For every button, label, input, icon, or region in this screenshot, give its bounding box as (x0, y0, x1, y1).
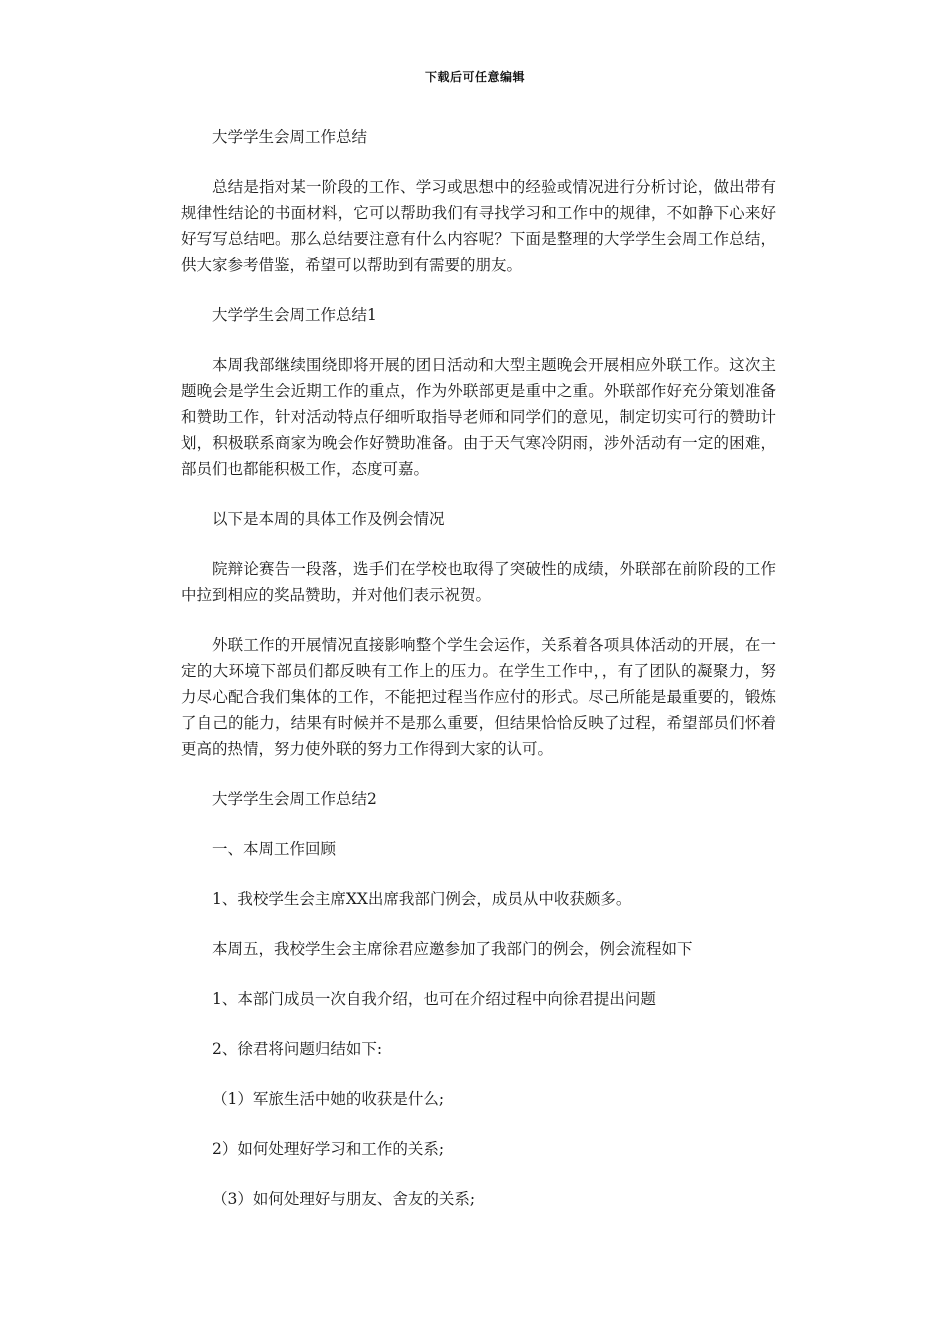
document-body (181, 124, 776, 1236)
list-item-1: 1、我校学生会主席XX出席我部门例会，成员从中收获颇多。 (212, 890, 632, 908)
section-heading-2: 大学学生会周工作总结2 (212, 790, 377, 808)
paragraph-friday-meeting: 本周五，我校学生会主席徐君应邀参加了我部门的例会，例会流程如下 (212, 940, 693, 958)
question-1: （1）军旅生活中她的收获是什么; (212, 1090, 445, 1108)
paragraph-details-intro: 以下是本周的具体工作及例会情况 (212, 510, 445, 528)
question-2: 2）如何处理好学习和工作的关系; (212, 1140, 445, 1158)
intro-paragraph: 总结是指对某一阶段的工作、学习或思想中的经验或情况进行分析讨论，做出带有规律性结论的书面材料，它可以帮助我们有寻找学习和工作中的规律，不如静下心来好好写写总结吧。那么总结要注意有什么内容呢？下面是整理的大学学生会周工作总结，供大家参考借鉴，希望可以帮助到有需要的朋友。 (181, 178, 776, 274)
paragraph-weekly-work: 本周我部继续围绕即将开展的团日活动和大型主题晚会开展相应外联工作。这次主题晚会是学生会近期工作的重点，作为外联部更是重中之重。外联部作好充分策划准备和赞助工作，针对活动特点仔细听取指导老师和同学们的意见，制定切实可行的赞助计划，积极联系商家为晚会作好赞助准备。由于天气寒冷阴雨，涉外活动有一定的困难，部员们也都能积极工作，态度可嘉。 (181, 356, 776, 478)
download-editable-header: 下载后可任意编辑 (424, 70, 525, 84)
list-item-questions: 2、徐君将问题归结如下: (212, 1040, 383, 1058)
paragraph-outreach: 外联工作的开展情况直接影响整个学生会运作，关系着各项具体活动的开展，在一定的大环境下部员们都反映有工作上的压力。在学生工作中，，有了团队的凝聚力，努力尽心配合我们集体的工作，不能把过程当作应付的形式。尽己所能是最重要的，锻炼了自己的能力，结果有时候并不是那么重要，但结果恰恰反映了过程，希望部员们怀着更高的热情，努力使外联的努力工作得到大家的认可。 (181, 636, 776, 758)
list-item-self-intro: 1、本部门成员一次自我介绍，也可在介绍过程中向徐君提出问题 (212, 990, 656, 1008)
document-title: 大学学生会周工作总结 (212, 128, 368, 146)
section-heading-1: 大学学生会周工作总结1 (212, 306, 377, 324)
question-3: （3）如何处理好与朋友、舍友的关系; (212, 1190, 476, 1208)
subheading-review: 一、本周工作回顾 (212, 840, 337, 858)
paragraph-debate: 院辩论赛告一段落，选手们在学校也取得了突破性的成绩，外联部在前阶段的工作中拉到相应的奖品赞助，并对他们表示祝贺。 (181, 560, 776, 604)
